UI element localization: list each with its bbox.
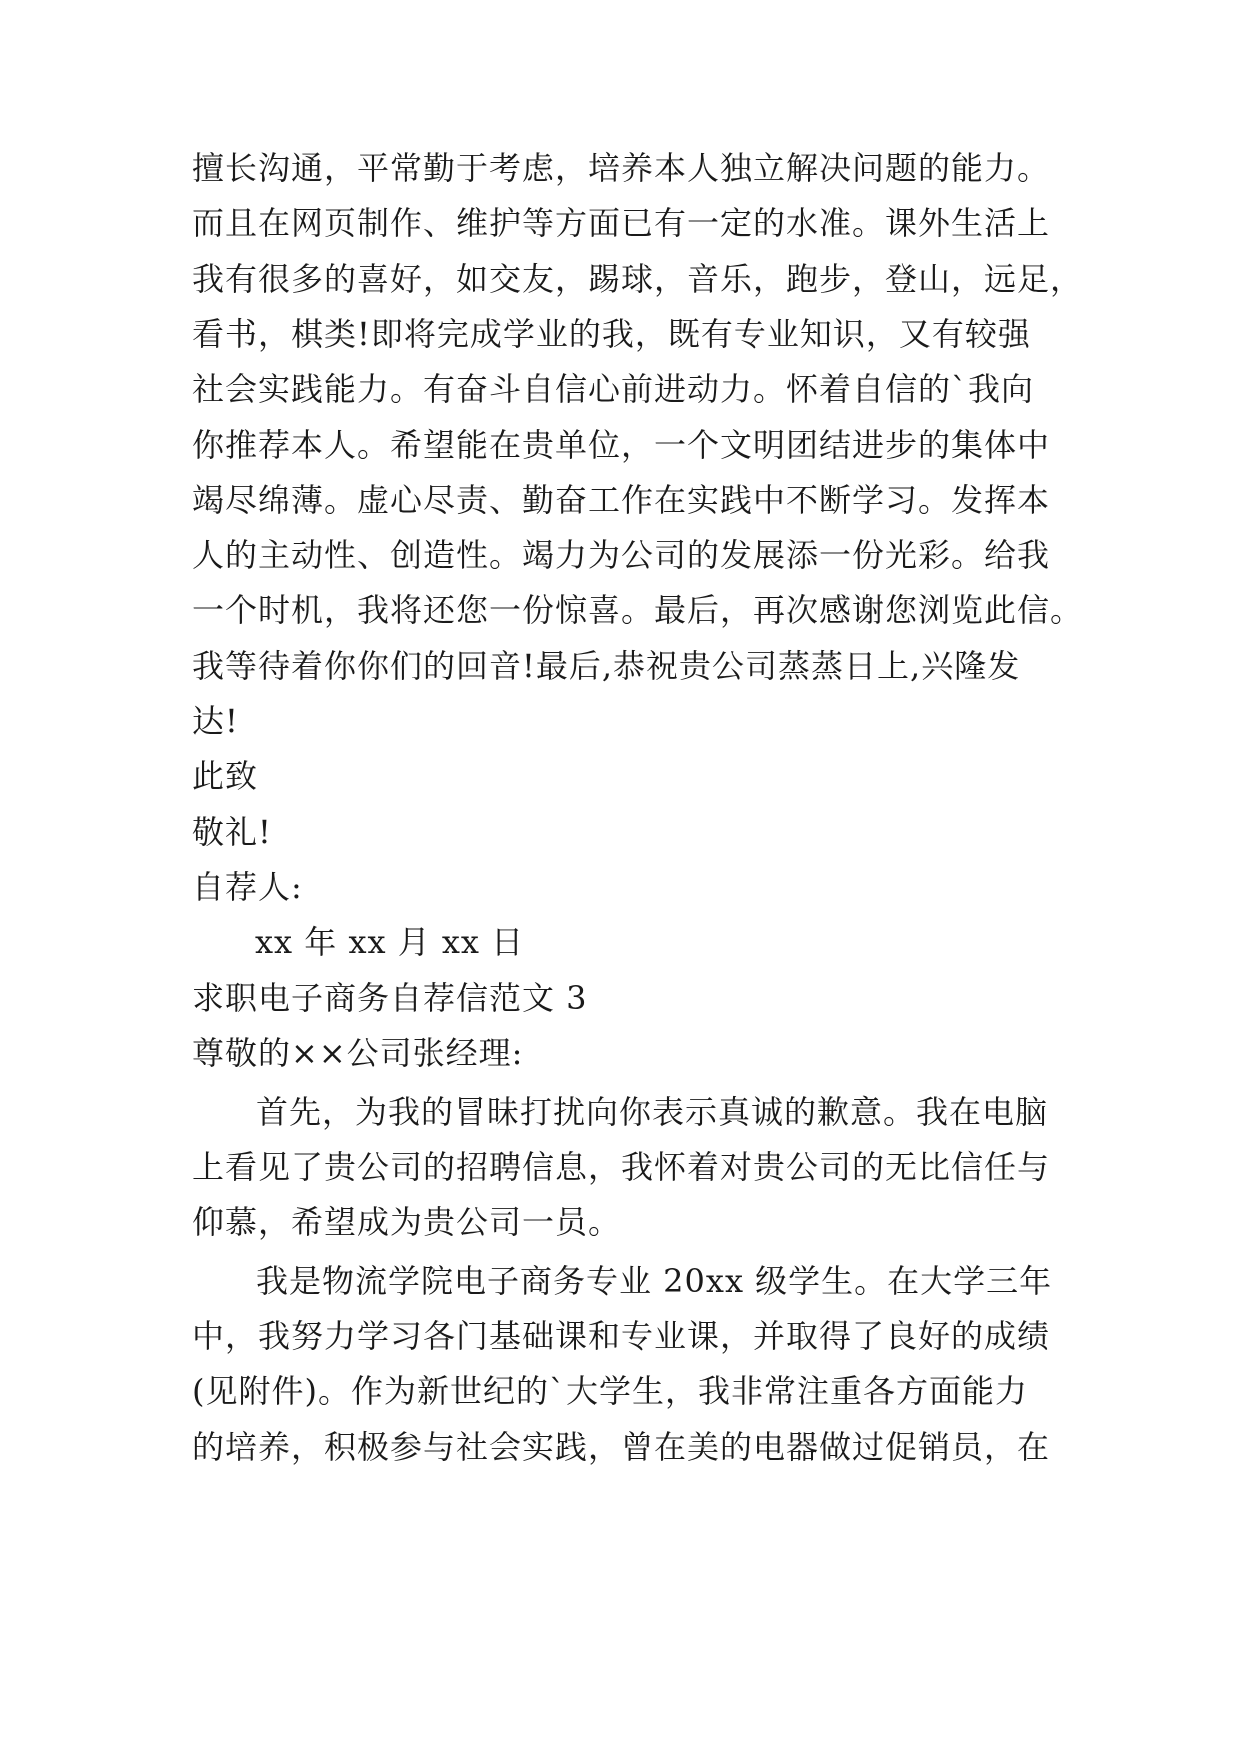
body-text-line: 我是物流学院电子商务专业 20xx 级学生。在大学三年 xyxy=(256,1262,1053,1300)
body-text-line: 你推荐本人。希望能在贵单位，一个文明团结进步的集体中 xyxy=(192,426,1051,464)
body-text-line: 看书，棋类!即将完成学业的我，既有专业知识，又有较强 xyxy=(192,315,1031,353)
body-text-line: 仰慕，希望成为贵公司一员。 xyxy=(192,1203,622,1241)
body-text-line: 上看见了贵公司的招聘信息，我怀着对贵公司的无比信任与 xyxy=(192,1148,1051,1186)
section-title: 求职电子商务自荐信范文 3 xyxy=(192,979,588,1017)
body-text-line: 社会实践能力。有奋斗自信心前进动力。怀着自信的`我向 xyxy=(192,370,1035,408)
body-text-line: 擅长沟通，平常勤于考虑，培养本人独立解决问题的能力。 xyxy=(192,149,1051,187)
body-text-line: 我等待着你你们的回音!最后,恭祝贵公司蒸蒸日上,兴隆发 xyxy=(192,647,1021,685)
body-text-line: 一个时机，我将还您一份惊喜。最后，再次感谢您浏览此信。 xyxy=(192,591,1084,629)
body-text-line: 人的主动性、创造性。竭力为公司的发展添一份光彩。给我 xyxy=(192,536,1051,574)
body-text-line: 而且在网页制作、维护等方面已有一定的水准。课外生活上 xyxy=(192,204,1051,242)
body-text-line: (见附件)。作为新世纪的`大学生，我非常注重各方面能力 xyxy=(192,1372,1028,1410)
body-text-line: 首先，为我的冒昧打扰向你表示真诚的歉意。我在电脑 xyxy=(256,1093,1049,1131)
body-text-line: 竭尽绵薄。虚心尽责、勤奋工作在实践中不断学习。发挥本 xyxy=(192,481,1051,519)
body-text-line: 我有很多的喜好，如交友，踢球，音乐，跑步，登山，远足， xyxy=(192,260,1084,298)
body-text-line: 达! xyxy=(192,702,239,740)
signature-label: 自荐人: xyxy=(192,868,303,906)
body-text-line: 中，我努力学习各门基础课和专业课，并取得了良好的成绩 xyxy=(192,1317,1051,1355)
body-text-line: 的培养，积极参与社会实践，曾在美的电器做过促销员，在 xyxy=(192,1428,1051,1466)
greeting-line: 尊敬的××公司张经理: xyxy=(192,1034,524,1072)
date-line: xx 年 xx 月 xx 日 xyxy=(255,923,525,961)
closing-regards: 敬礼! xyxy=(192,813,272,851)
closing-salutation: 此致 xyxy=(192,757,259,795)
